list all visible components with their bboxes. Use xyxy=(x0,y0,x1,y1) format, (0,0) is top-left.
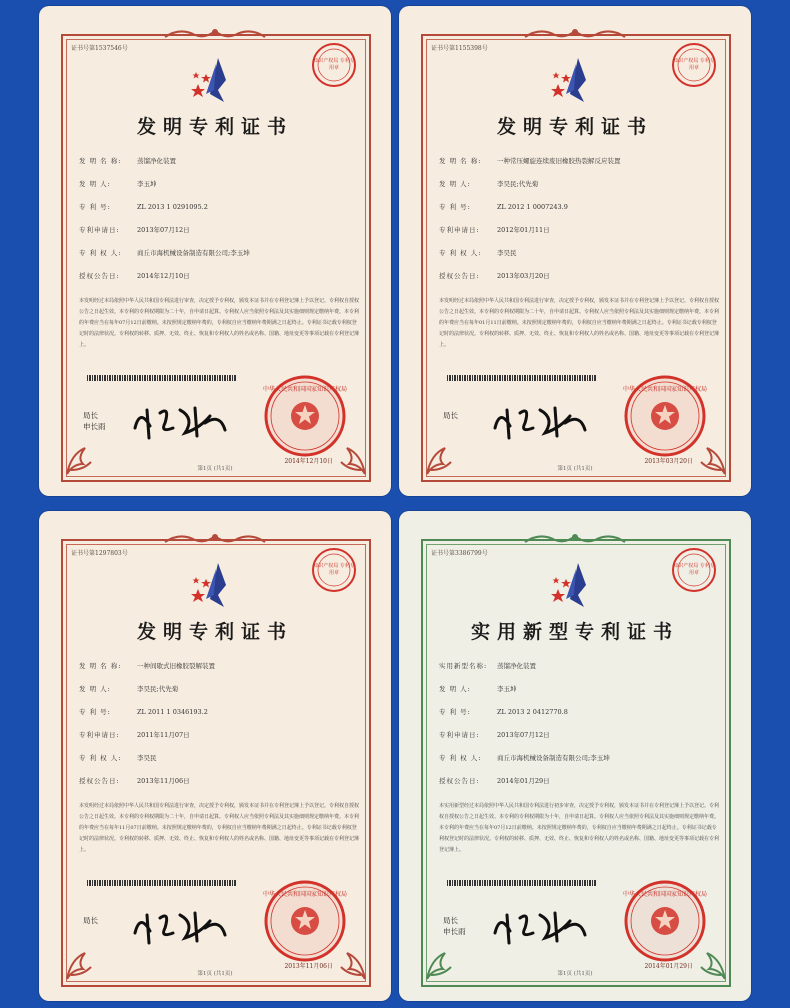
patent-office-emblem-icon xyxy=(548,559,602,611)
small-seal-text: 知识产权局 专利专用章 xyxy=(673,563,715,576)
official-seal-text: 中华人民共和国国家知识产权局 xyxy=(263,891,348,898)
certificate-field xyxy=(439,730,721,739)
field-label: 授权公告日: xyxy=(79,272,120,280)
field-label: 发 明 人: xyxy=(79,685,111,693)
field-value: 李昊民;代先菊 xyxy=(137,685,179,693)
field-value: 李昊民 xyxy=(137,754,157,762)
certificate-fields xyxy=(79,156,361,294)
field-value: 李玉坤 xyxy=(137,180,157,188)
certificate-field xyxy=(79,684,361,693)
certificate-field xyxy=(439,707,721,716)
certificate-field xyxy=(79,776,361,785)
field-value: 李玉坤 xyxy=(497,685,517,693)
certificate-body-text: 本发明经过本局依照中华人民共和国专利法进行审查，决定授予专利权，颁发本证书并在专利登记簿上予以登记。专利权自授权公告之日起生效。本专利的专利权期限为二十年，自申请日起算。专利权人应当依照专利法及其实施细则规定缴纳年费。本专利的年费应当在每年11月07日前缴纳。未按照规定缴纳年费的，专利权自应当缴纳年费期满之日起终止。专利证书记载专利权登记时的法律状况。专利权的转移、质押、无效、终止、恢复和专利权人的姓名或名称、国籍、地址变更等事项记载在专利登记簿上。 xyxy=(79,803,360,853)
certificate-body-text: 本实用新型经过本局依照中华人民共和国专利法进行初步审查，决定授予专利权，颁发本证书并在专利登记簿上予以登记。专利权自授权公告之日起生效。本专利的专利权期限为十年，自申请日起算。专利权人应当依照专利法及其实施细则规定缴纳年费。本专利的年费应当在每年07月12日前缴纳。未按照规定缴纳年费的，专利权自应当缴纳年费期满之日起终止。专利证书记载专利权登记时的法律状况。专利权的转移、质押、无效、终止、恢复和专利权人的姓名或名称、国籍、地址变更等事项记载在专利登记簿上。 xyxy=(439,803,720,853)
certificate-field xyxy=(79,271,361,280)
field-value: 2013年07月12日 xyxy=(137,226,190,234)
certificate-body-text: 本发明经过本局依照中华人民共和国专利法进行审查，决定授予专利权，颁发本证书并在专利登记簿上予以登记。专利权自授权公告之日起生效。本专利的专利权期限为二十年，自申请日起算。专利权人应当依照专利法及其实施细则规定缴纳年费。本专利的年费应当在每年01月11日前缴纳。未按照规定缴纳年费的，专利权自应当缴纳年费期满之日起终止。专利证书记载专利权登记时的法律状况。专利权的转移、质押、无效、终止、恢复和专利权人的姓名或名称、国籍、地址变更等事项记载在专利登记簿上。 xyxy=(439,298,720,348)
field-label: 授权公告日: xyxy=(439,272,480,280)
signature-icon xyxy=(125,903,235,949)
field-label: 发 明 人: xyxy=(439,685,471,693)
patent-certificate-2 xyxy=(399,6,751,496)
certificate-title: 发明专利证书 xyxy=(496,116,653,138)
field-label: 授权公告日: xyxy=(439,777,480,785)
field-value: 蒸馏净化装置 xyxy=(137,157,176,165)
field-label: 专利申请日: xyxy=(79,226,120,234)
certificate-field xyxy=(439,225,721,234)
official-seal-text: 中华人民共和国国家知识产权局 xyxy=(623,891,708,898)
small-seal-text: 知识产权局 专利专用章 xyxy=(673,58,715,71)
signature-icon xyxy=(125,398,235,444)
certificate-body-text: 本发明经过本局依照中华人民共和国专利法进行审查，决定授予专利权，颁发本证书并在专利登记簿上予以登记。专利权自授权公告之日起生效。本专利的专利权期限为二十年，自申请日起算。专利权人应当依照专利法及其实施细则规定缴纳年费。本专利的年费应当在每年07月12日前缴纳。未按照规定缴纳年费的，专利权自应当缴纳年费期满之日起终止。专利证书记载专利权登记时的法律状况。专利权的转移、质押、无效、终止、恢复和专利权人的姓名或名称、国籍、地址变更等事项记载在专利登记簿上。 xyxy=(79,298,360,348)
patent-certificate-1 xyxy=(39,6,391,496)
field-value: 李昊民;代先菊 xyxy=(497,180,539,188)
field-value: ZL 2011 1 0346193.2 xyxy=(137,708,208,716)
certificate-fields xyxy=(439,156,721,294)
certificate-field xyxy=(79,156,361,165)
certificate-field xyxy=(439,156,721,165)
certificate-field xyxy=(439,248,721,257)
field-value: 一种间歇式旧橡胶裂解装置 xyxy=(137,662,215,670)
signature-icon xyxy=(485,903,595,949)
field-label: 专 利 权 人: xyxy=(79,249,122,257)
field-label: 实用新型名称: xyxy=(439,662,488,670)
signature-icon xyxy=(485,398,595,444)
director-label: 局长 xyxy=(443,916,458,925)
certificate-field xyxy=(439,753,721,762)
field-value: 2012年01月11日 xyxy=(497,226,550,234)
small-seal-text: 知识产权局 专利专用章 xyxy=(313,58,355,71)
field-value: 李昊民 xyxy=(497,249,517,257)
field-label: 发 明 名 称: xyxy=(439,157,482,165)
field-label: 专 利 号: xyxy=(439,708,471,716)
page-number: 第1页 (共1页) xyxy=(557,466,593,472)
certificate-field xyxy=(439,179,721,188)
field-label: 专利申请日: xyxy=(79,731,120,739)
field-label: 发 明 名 称: xyxy=(79,157,122,165)
ornament-icon xyxy=(520,532,630,546)
page-number: 第1页 (共1页) xyxy=(557,971,593,977)
field-label: 专 利 号: xyxy=(79,708,111,716)
director-title xyxy=(83,410,106,432)
page-number: 第1页 (共1页) xyxy=(197,466,233,472)
field-value: 2011年11月07日 xyxy=(137,731,190,739)
field-label: 专 利 号: xyxy=(79,203,111,211)
certificate-fields xyxy=(79,661,361,799)
certificate-fields xyxy=(439,661,721,799)
seal-date: 2013年03月20日 xyxy=(644,458,693,465)
barcode xyxy=(87,880,237,886)
certificate-field xyxy=(439,271,721,280)
director-name: 申长雨 xyxy=(443,927,466,936)
field-value: 商丘市海机械设备制造有限公司;李玉坤 xyxy=(497,754,610,762)
certificate-title: 实用新型专利证书 xyxy=(470,621,679,643)
field-label: 发 明 名 称: xyxy=(79,662,122,670)
certificate-number: 证书号第1155398号 xyxy=(431,45,488,52)
field-value: 2013年07月12日 xyxy=(497,731,550,739)
certificate-field xyxy=(79,707,361,716)
certificate-field xyxy=(79,225,361,234)
certificate-number: 证书号第3386799号 xyxy=(431,550,488,557)
certificate-field xyxy=(79,202,361,211)
ornament-icon xyxy=(520,27,630,41)
patent-office-emblem-icon xyxy=(188,54,242,106)
field-label: 专利申请日: xyxy=(439,731,480,739)
patent-office-emblem-icon xyxy=(188,559,242,611)
official-seal-text: 中华人民共和国国家知识产权局 xyxy=(263,386,348,393)
seal-date: 2014年12月10日 xyxy=(284,458,333,465)
field-value: 2013年03月20日 xyxy=(497,272,550,280)
certificate-field xyxy=(79,753,361,762)
seal-date: 2014年01月29日 xyxy=(644,963,693,970)
field-label: 发 明 人: xyxy=(439,180,471,188)
field-label: 授权公告日: xyxy=(79,777,120,785)
barcode xyxy=(447,375,597,381)
certificate-title: 发明专利证书 xyxy=(136,116,293,138)
certificate-field xyxy=(439,776,721,785)
field-label: 专利申请日: xyxy=(439,226,480,234)
field-value: ZL 2013 2 0412770.8 xyxy=(497,708,568,716)
director-title xyxy=(83,915,98,926)
small-seal-text: 知识产权局 专利专用章 xyxy=(313,563,355,576)
barcode xyxy=(87,375,237,381)
official-seal-text: 中华人民共和国国家知识产权局 xyxy=(623,386,708,393)
patent-certificate-3 xyxy=(39,511,391,1001)
patent-office-emblem-icon xyxy=(548,54,602,106)
certificate-field xyxy=(79,661,361,670)
certificate-title: 发明专利证书 xyxy=(136,621,293,643)
director-title xyxy=(443,410,458,421)
seal-date: 2013年11月06日 xyxy=(284,963,333,970)
director-name: 申长雨 xyxy=(83,422,106,431)
ornament-icon xyxy=(160,532,270,546)
page-number: 第1页 (共1页) xyxy=(197,971,233,977)
field-value: 2013年11月06日 xyxy=(137,777,190,785)
director-title xyxy=(443,915,466,937)
certificate-field xyxy=(79,179,361,188)
field-value: 一种常压螺旋连续废旧橡胶热裂解反应装置 xyxy=(497,157,621,165)
field-value: ZL 2013 1 0291095.2 xyxy=(137,203,208,211)
ornament-icon xyxy=(160,27,270,41)
director-label: 局长 xyxy=(83,916,98,925)
certificate-number: 证书号第1537546号 xyxy=(71,45,128,52)
director-label: 局长 xyxy=(443,411,458,420)
director-label: 局长 xyxy=(83,411,98,420)
field-value: 2014年12月10日 xyxy=(137,272,190,280)
field-label: 专 利 号: xyxy=(439,203,471,211)
certificate-field xyxy=(439,684,721,693)
field-value: 2014年01月29日 xyxy=(497,777,550,785)
field-value: ZL 2012 1 0007243.9 xyxy=(497,203,568,211)
certificate-field xyxy=(79,730,361,739)
field-label: 专 利 权 人: xyxy=(79,754,122,762)
field-label: 专 利 权 人: xyxy=(439,249,482,257)
field-label: 发 明 人: xyxy=(79,180,111,188)
certificate-field xyxy=(79,248,361,257)
utility-model-certificate xyxy=(399,511,751,1001)
certificate-field xyxy=(439,661,721,670)
barcode xyxy=(447,880,597,886)
field-label: 专 利 权 人: xyxy=(439,754,482,762)
certificate-field xyxy=(439,202,721,211)
certificate-number: 证书号第1297803号 xyxy=(71,550,128,557)
field-value: 商丘市海机械设备制造有限公司;李玉坤 xyxy=(137,249,250,257)
field-value: 蒸馏净化装置 xyxy=(497,662,536,670)
